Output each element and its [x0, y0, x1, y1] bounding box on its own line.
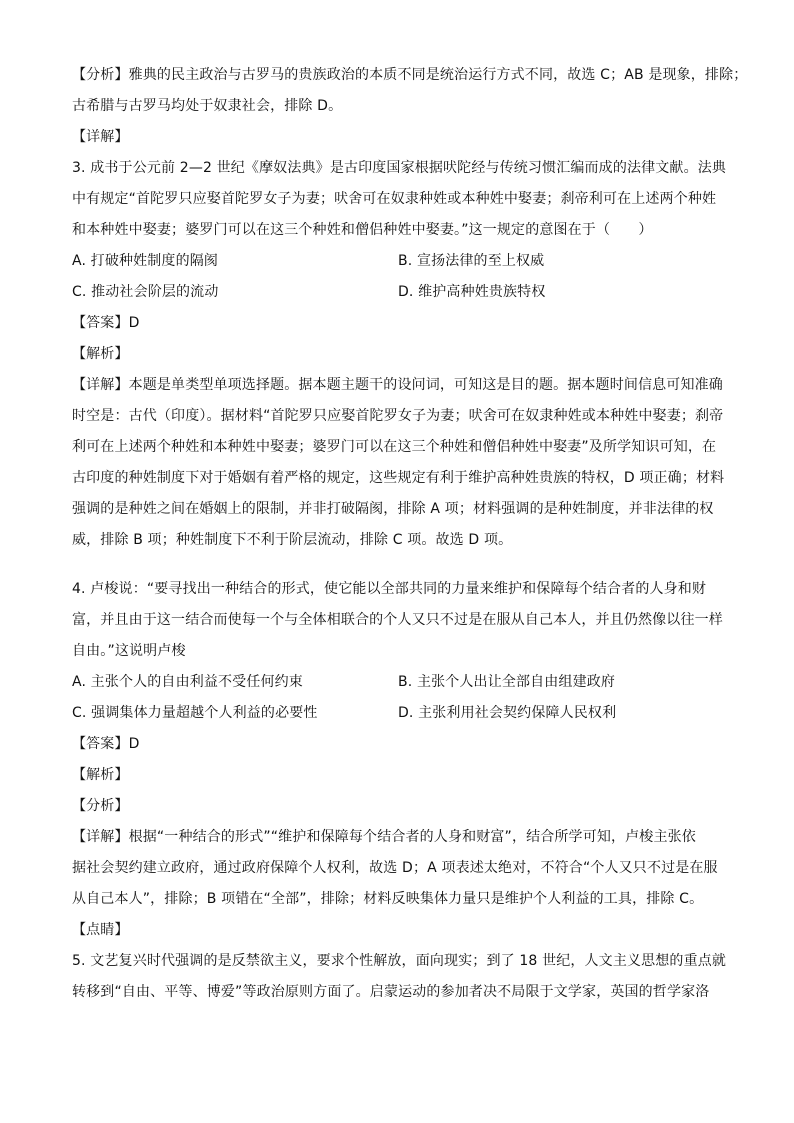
q4-stem-line-3: 自由。”这说明卢梭	[72, 643, 186, 659]
prev-analysis-line-2: 古希腊与古罗马均处于奴隶社会，排除 D。	[72, 98, 343, 114]
analysis-text: 雅典的民主政治与古罗马的贵族政治的本质不同是统治运行方式不同，故选 C；AB 是现象，排除；	[128, 67, 748, 83]
q3-stem-line-1: 3. 成书于公元前 2—2 世纪《摩奴法典》是古印度国家根据吠陀经与传统习惯汇编而成的法律文献。法典	[72, 160, 727, 176]
q4-option-c: C. 强调集体力量超越个人利益的必要性	[72, 705, 318, 721]
q3-stem-line-2: 中有规定“首陀罗只应娶首陀罗女子为妻；吠舍可在奴隶种姓或本种姓中娶妻；刹帝利可在上述两个种姓	[72, 191, 717, 207]
prev-analysis-line-1	[72, 60, 748, 91]
q3-options-row-2	[72, 277, 724, 308]
q3-option-d: D. 维护高种姓贵族特权	[398, 284, 546, 300]
q3-option-b: B. 宣扬法律的至上权威	[398, 253, 545, 269]
q4-detail-line-3: 从自己本人”，排除；B 项错在“全部”，排除；材料反映集体力量只是维护个人利益的工具，排除 C。	[72, 891, 704, 907]
q4-option-b: B. 主张个人出让全部自由组建政府	[398, 674, 616, 690]
q3-answer: 【答案】D	[72, 315, 140, 331]
q4-analysis-label: 【分析】	[72, 798, 129, 814]
spacer	[72, 556, 724, 574]
q3-option-a: A. 打破种姓制度的隔阂	[72, 253, 219, 269]
q3-detail-line-5: 强调的是种姓之间在婚姻上的限制，并非打破隔阂，排除 A 项；材料强调的是种姓制度，并非法律的权	[72, 501, 714, 517]
q3-stem-line-3: 和本种姓中娶妻；婆罗门可以在这三个种姓和僧侣种姓中娶妻。”这一规定的意图在于（ ）	[72, 222, 653, 238]
q4-comment-label: 【点睛】	[72, 922, 129, 938]
q4-stem-line-2: 富，并且由于这一结合而使每一个与全体相联合的个人又只不过是在服从自己本人，并且仍然像以往一样	[72, 612, 723, 628]
q3-option-c: C. 推动社会阶层的流动	[72, 284, 219, 300]
q4-detail-line-2: 据社会契约建立政府，通过政府保障个人权利，故选 D；A 项表述太绝对，不符合“个人又只不过是在服	[72, 860, 718, 876]
q3-explain-label: 【解析】	[72, 346, 129, 362]
q4-option-a: A. 主张个人的自由利益不受任何约束	[72, 674, 303, 690]
q5-stem-line-2: 转移到“自由、平等、博爱”等政治原则方面了。启蒙运动的参加者决不局限于文学家，英国的哲学家洛	[72, 984, 710, 1000]
q4-option-d: D. 主张利用社会契约保障人民权利	[398, 705, 617, 721]
q4-options-row-1	[72, 667, 724, 698]
q3-detail-line-3: 利可在上述两个种姓和本种姓中娶妻；婆罗门可以在这三个种姓和僧侣种姓中娶妻”及所学知识可知，在	[72, 439, 717, 455]
q4-detail-line-1: 【详解】根据“一种结合的形式”“维护和保障每个结合者的人身和财富”，结合所学可知，卢梭主张依	[72, 829, 696, 845]
analysis-label: 【分析】	[72, 67, 129, 83]
q5-stem-line-1: 5. 文艺复兴时代强调的是反禁欲主义，要求个性解放，面向现实；到了 18 世纪，人文主义思想的重点就	[72, 953, 727, 969]
document-content	[72, 60, 748, 1008]
q4-answer: 【答案】D	[72, 736, 140, 752]
q4-stem-line-1: 4. 卢梭说：“要寻找出一种结合的形式，使它能以全部共同的力量来维护和保障每个结合者的人身和财	[72, 581, 707, 597]
q3-detail-line-1: 【详解】本题是单类型单项选择题。据本题主题干的设问词，可知这是目的题。据本题时间信息可知准确	[72, 377, 723, 393]
q3-detail-line-6: 威，排除 B 项；种姓制度下不利于阶层流动，排除 C 项。故选 D 项。	[72, 532, 513, 548]
q3-options-row-1	[72, 246, 724, 277]
q3-detail-line-2: 时空是：古代（印度）。据材料“首陀罗只应娶首陀罗女子为妻；吠舍可在奴隶种姓或本种姓中娶妻；刹帝	[72, 408, 724, 424]
q3-detail-line-4: 古印度的种姓制度下对于婚姻有着严格的规定，这些规定有利于维护高种姓贵族的特权，D 项正确；材料	[72, 470, 725, 486]
prev-detail-label: 【详解】	[72, 129, 129, 145]
q4-explain-label: 【解析】	[72, 767, 129, 783]
q4-options-row-2	[72, 698, 724, 729]
